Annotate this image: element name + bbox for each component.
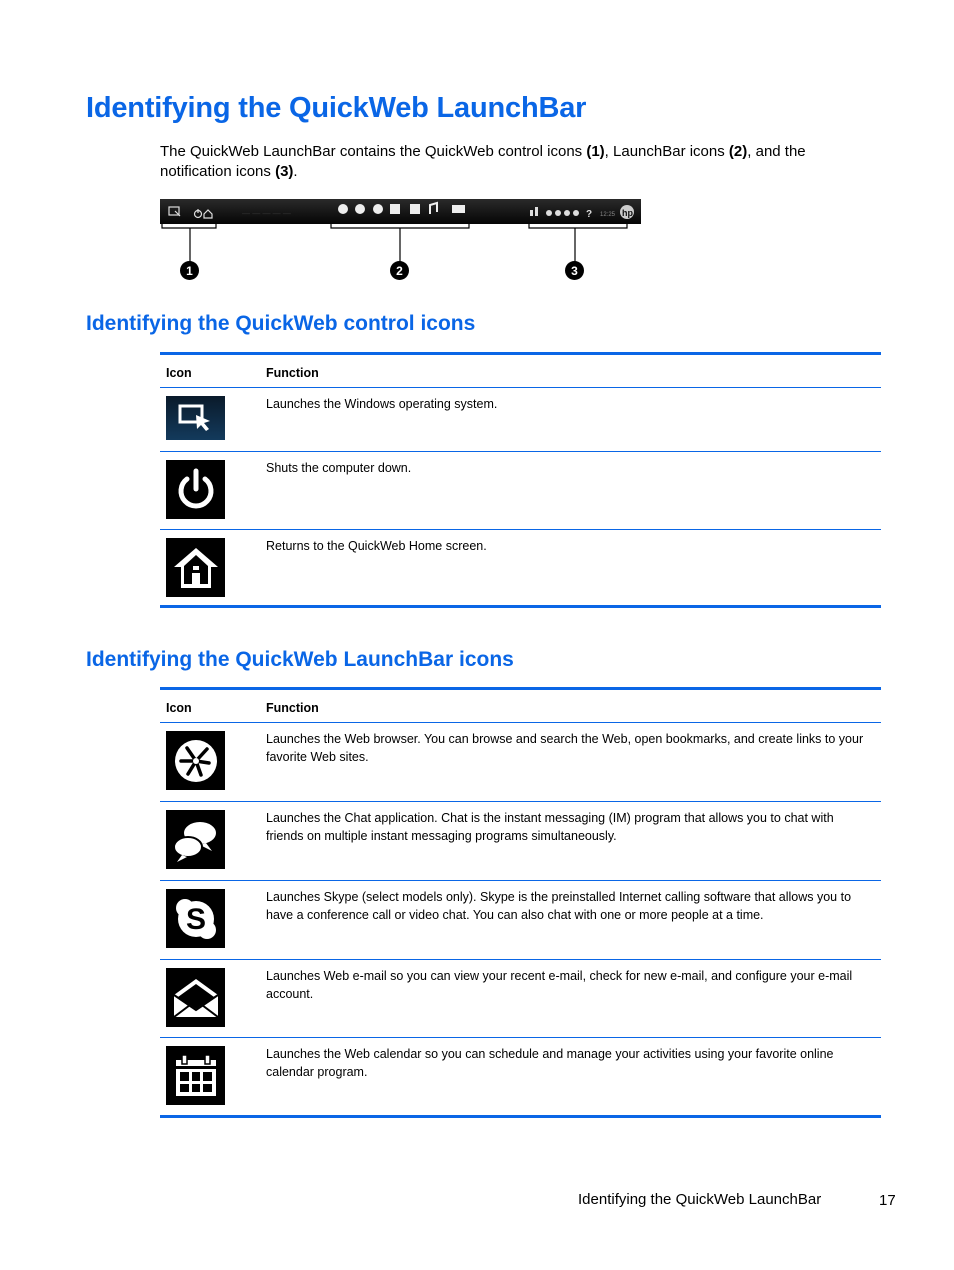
table-header xyxy=(160,355,881,388)
footer-title: Identifying the QuickWeb LaunchBar xyxy=(578,1191,822,1208)
table-row xyxy=(160,802,881,881)
svg-text:12:25: 12:25 xyxy=(600,212,616,218)
control-icons-group xyxy=(169,207,212,218)
power-icon xyxy=(166,460,225,519)
svg-text:?: ? xyxy=(586,209,593,220)
intro-paragraph: The QuickWeb LaunchBar contains the QuickWeb control icons (1), LaunchBar icons (2), and the notification icons (3). xyxy=(160,143,806,180)
table-row xyxy=(160,530,881,605)
header-icon: Icon xyxy=(166,366,192,380)
svg-text:hp: hp xyxy=(622,208,633,218)
calendar-icon xyxy=(166,1046,225,1105)
home-icon xyxy=(166,538,225,597)
table-row xyxy=(160,1038,881,1115)
notification-icons-group xyxy=(530,205,634,220)
svg-text:S: S xyxy=(185,902,206,936)
table-row xyxy=(160,723,881,802)
header-function: Function xyxy=(266,701,319,715)
function-text: Returns to the QuickWeb Home screen. xyxy=(266,539,487,553)
table-row xyxy=(160,452,881,530)
launchbar-icons-group xyxy=(338,203,465,214)
launchbar-strip xyxy=(160,199,641,224)
email-icon xyxy=(166,968,225,1027)
svg-text:— — — — —: — — — — — xyxy=(242,209,291,218)
header-icon: Icon xyxy=(166,701,192,715)
launchbar-icons-table xyxy=(160,687,881,1118)
function-text: Launches the Windows operating system. xyxy=(266,397,498,411)
table-header xyxy=(160,690,881,723)
page-number: 17 xyxy=(879,1192,896,1209)
table-row xyxy=(160,881,881,960)
callout-3: 3 xyxy=(565,261,584,280)
section-title-control-icons: Identifying the QuickWeb control icons xyxy=(86,312,476,335)
table-row xyxy=(160,960,881,1038)
function-text: Launches the Web browser. You can browse and search the Web, open bookmarks, and create links to your favorite Web sites. xyxy=(266,732,864,764)
table-row xyxy=(160,388,881,452)
section-title-launchbar-icons: Identifying the QuickWeb LaunchBar icons xyxy=(86,648,514,671)
callout-1: 1 xyxy=(180,261,199,280)
function-text: Launches Skype (select models only). Skype is the preinstalled Internet calling software that allows you to have a conference call or video chat. You can also chat with one or more people at a time. xyxy=(266,890,852,922)
function-text: Launches the Web calendar so you can schedule and manage your activities using your favorite online calendar program. xyxy=(266,1047,834,1079)
skype-icon xyxy=(166,889,225,948)
function-text: Launches Web e-mail so you can view your recent e-mail, check for new e-mail, and configure your e-mail account. xyxy=(266,969,853,1001)
web-browser-icon xyxy=(166,731,225,790)
page-title: Identifying the QuickWeb LaunchBar xyxy=(86,92,587,124)
launchbar-figure xyxy=(160,199,641,224)
function-text: Launches the Chat application. Chat is the instant messaging (IM) program that allows you to chat with friends on multiple instant messaging programs simultaneously. xyxy=(266,811,834,843)
windows-cursor-icon xyxy=(166,396,225,440)
control-icons-table xyxy=(160,352,881,608)
callout-2: 2 xyxy=(390,261,409,280)
chat-icon xyxy=(166,810,225,869)
header-function: Function xyxy=(266,366,319,380)
function-text: Shuts the computer down. xyxy=(266,461,412,475)
